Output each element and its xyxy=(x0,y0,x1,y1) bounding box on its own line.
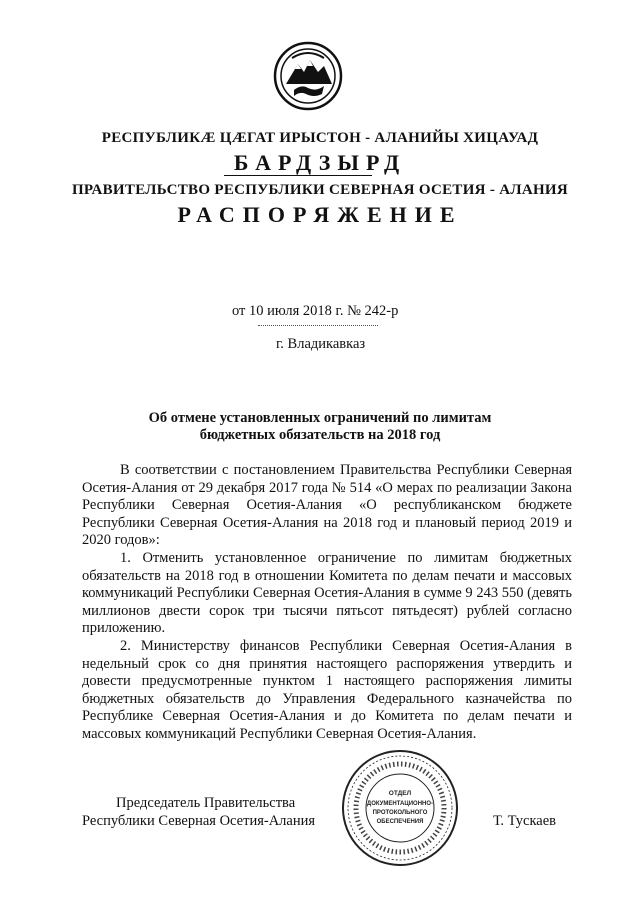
paragraph-item-2: 2. Министерству финансов Республики Северная Осетия-Алания в недельный срок со дня принятия настоящего распоряжения утвердить и довести предусмотренные пунктом 1 настоящего распоряжения лимиты бюджетных обязательств до Управления Федерального казначейства по Республике Северная Осетия-Алания и до Комитета по делам печати и массовых коммуникаций Республики Северная Осетия-Алания. xyxy=(82,637,572,742)
signatory-position-line1: Председатель Правительства xyxy=(116,795,296,811)
document-city: г. Владикавказ xyxy=(276,336,366,352)
stamp-line-3: ПРОТОКОЛЬНОГО xyxy=(372,810,428,816)
header-russian-line: ПРАВИТЕЛЬСТВО РЕСПУБЛИКИ СЕВЕРНАЯ ОСЕТИЯ - АЛАНИЯ xyxy=(71,182,569,198)
stamp-line-4: ОБЕСПЕЧЕНИЯ xyxy=(376,819,424,825)
header-ossetian-line: РЕСПУБЛИКÆ ЦÆГАТ ИРЫСТОН - АЛАНИЙЫ ХИЦАУАД xyxy=(101,130,539,146)
stamp-line-1: ОТДЕЛ xyxy=(388,790,412,797)
official-stamp xyxy=(340,748,460,868)
coat-of-arms-icon xyxy=(272,40,344,112)
paragraph-preamble: В соответствии с постановлением Правительства Республики Северная Осетия-Алания от 29 декабря 2017 года № 514 «О мерах по реализации Закона Республики Северная Осетия-Алания «О республиканском бюджете Республики Северная Осетия-Алания на 2018 год и плановый период 2019 и 2020 годов»: xyxy=(82,462,572,549)
signatory-name: Т. Тускаев xyxy=(493,813,557,829)
document-body xyxy=(82,462,572,744)
document-title-line2: бюджетных обязательств на 2018 год xyxy=(199,427,441,443)
stamp-line-2: ДОКУМЕНТАЦИОННО- xyxy=(366,801,434,807)
signatory-position-line2: Республики Северная Осетия-Алания xyxy=(82,813,316,829)
paragraph-item-1: 1. Отменить установленное ограничение по лимитам бюджетных обязательств на 2018 год в отношении Комитета по делам печати и массовых коммуникаций Республики Северная Осетия-Алания в сумме 9 243 550 (девять миллионов двести сорок три тысячи пятьсот пятьдесят) рублей согласно приложению. xyxy=(82,549,572,637)
header-russian-title: РАСПОРЯЖЕНИЕ xyxy=(177,202,463,227)
document-title-line1: Об отмене установленных ограничений по лимитам xyxy=(148,410,492,426)
header-underline xyxy=(224,175,372,176)
date-separator xyxy=(258,325,378,326)
document-date-number: от 10 июля 2018 г. № 242-р xyxy=(232,303,399,319)
header-ossetian-title: БАРДЗЫРД xyxy=(233,150,407,175)
